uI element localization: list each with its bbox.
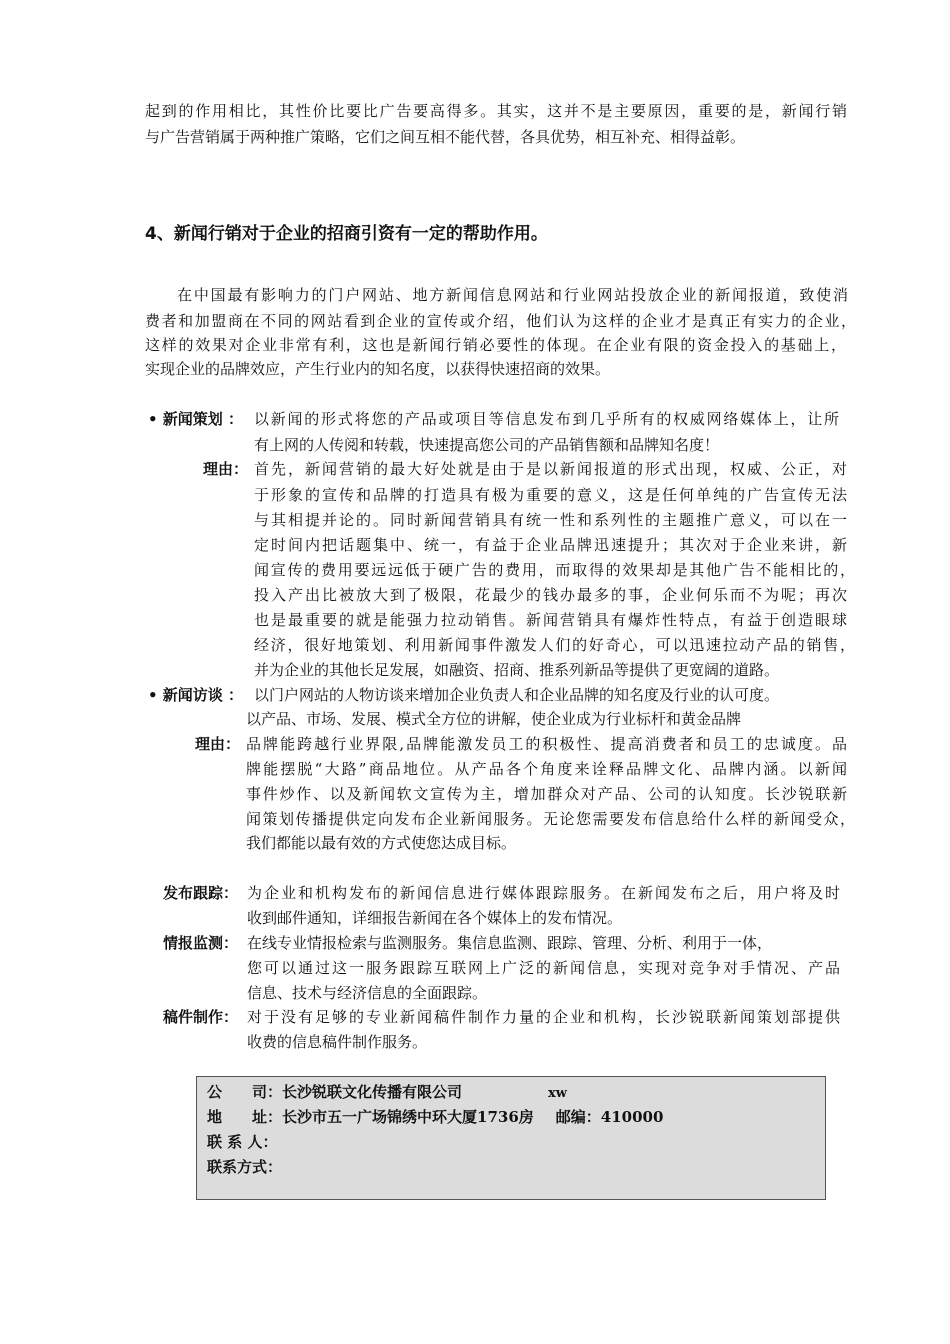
contact-method-row (207, 1157, 282, 1177)
interview-label: • 新闻访谈 ： (148, 686, 244, 704)
contact-person-row (207, 1132, 277, 1152)
monitoring-desc-line-1: 在线专业情报检索与监测服务。集信息监测、跟踪、管理、分析、利用于一体， (247, 934, 773, 952)
writing-desc-line-2: 收费的信息稿件制作服务。 (247, 1033, 428, 1051)
contact-company-note: xw (548, 1086, 567, 1101)
intro-line-1: 起到的作用相比，其性价比要比广告要高得多。其实，这并不是主要原因，重要的是，新闻行销 (145, 102, 847, 120)
section-para-line-1: 在中国最有影响力的门户网站、地方新闻信息网站和行业网站投放企业的新闻报道，致使消 (177, 286, 848, 304)
interview-reason-line-3: 事件炒作、以及新闻软文宣传为主，增加群众对产品、公司的认知度。长沙锐联新 (246, 785, 847, 803)
interview-reason-line-4: 闻策划传播提供定向发布企业新闻服务。无论您需要发布信息给什么样的新闻受众， (246, 810, 855, 828)
contact-address: 长沙市五一广场锦绣中环大厦1736房 (282, 1108, 534, 1126)
contact-method-label: 联系方式： (207, 1158, 283, 1176)
planning-reason-line-1: 首先，新闻营销的最大好处就是由于是以新闻报道的形式出现，权威、公正，对 (254, 460, 847, 478)
monitoring-label: 情报监测： (163, 934, 239, 952)
tracking-desc-line-2: 收到邮件通知，详细报告新闻在各个媒体上的发布情况。 (247, 909, 623, 927)
planning-reason-label: 理由： (203, 460, 249, 478)
section-para-line-3: 这样的效果对企业非常有利，这也是新闻行销必要性的体现。在企业有限的资金投入的基础上， (145, 336, 846, 354)
contact-address-label: 地 址： (207, 1108, 283, 1126)
planning-reason-line-6: 投入产出比被放大到了极限，花最少的钱办最多的事，企业何乐而不为呢；再次 (254, 586, 847, 604)
writing-label: 稿件制作： (163, 1008, 239, 1026)
interview-reason-line-5: 我们都能以最有效的方式使您达成目标。 (246, 834, 517, 852)
tracking-desc-line-1: 为企业和机构发布的新闻信息进行媒体跟踪服务。在新闻发布之后，用户将及时 (247, 884, 840, 902)
contact-postcode-label: 邮编： (555, 1108, 601, 1126)
planning-reason-line-3: 与其相提并论的。同时新闻营销具有统一性和系列性的主题推广意义，可以在一 (254, 511, 847, 529)
monitoring-desc-line-2: 您可以通过这一服务跟踪互联网上广泛的新闻信息，实现对竞争对手情况、产品 (247, 959, 840, 977)
interview-reason-line-1: 品牌能跨越行业界限,品牌能激发员工的积极性、提高消费者和员工的忠诚度。品 (246, 735, 847, 753)
intro-line-2: 与广告营销属于两种推广策略，它们之间互相不能代替，各具优势，相互补充、相得益彰。 (145, 128, 746, 146)
planning-reason-line-2: 于形象的宣传和品牌的打造具有极为重要的意义，这是任何单纯的广告宣传无法 (254, 486, 847, 504)
planning-label: • 新闻策划 ： (148, 410, 244, 428)
section-heading: 4、新闻行销对于企业的招商引资有一定的帮助作用。 (145, 224, 548, 244)
section-para-line-2: 费者和加盟商在不同的网站看到企业的宣传或介绍，他们认为这样的企业才是真正有实力的企业， (145, 312, 856, 330)
monitoring-desc-line-3: 信息、技术与经济信息的全面跟踪。 (247, 984, 488, 1002)
planning-reason-line-9: 并为企业的其他长足发展，如融资、招商、推系列新品等提供了更宽阔的道路。 (254, 661, 780, 679)
contact-postcode: 410000 (600, 1108, 664, 1126)
planning-desc-line-2: 有上网的人传阅和转载，快速提高您公司的产品销售额和品牌知名度！ (254, 436, 720, 454)
interview-desc-line-2: 以产品、市场、发展、模式全方位的讲解，使企业成为行业标杆和黄金品牌 (246, 710, 742, 728)
planning-reason-line-5: 闻宣传的费用要远远低于硬广告的费用，而取得的效果却是其他广告不能相比的， (254, 561, 855, 579)
planning-reason-line-4: 定时间内把话题集中、统一，有益于企业品牌迅速提升；其次对于企业来讲，新 (254, 536, 847, 554)
contact-person-label: 联 系 人： (207, 1133, 278, 1151)
contact-company-row (207, 1082, 567, 1104)
planning-reason-line-7: 也是最重要的就是能强力拉动销售。新闻营销具有爆炸性特点，有益于创造眼球 (254, 611, 847, 629)
interview-reason-line-2: 牌能摆脱“大路”商品地位。从产品各个角度来诠释品牌文化、品牌内涵。以新闻 (246, 760, 847, 778)
planning-reason-line-8: 经济，很好地策划、利用新闻事件激发人们的好奇心，可以迅速拉动产品的销售， (254, 636, 855, 654)
contact-company-label: 公 司： (207, 1083, 283, 1101)
section-para-line-4: 实现企业的品牌效应，产生行业内的知名度，以获得快速招商的效果。 (145, 360, 611, 378)
contact-company: 长沙锐联文化传播有限公司 (282, 1083, 463, 1101)
contact-box (196, 1076, 826, 1200)
interview-reason-label: 理由： (195, 735, 241, 753)
planning-desc-line-1: 以新闻的形式将您的产品或项目等信息发布到几乎所有的权威网络媒体上，让所 (254, 410, 839, 428)
interview-desc-line-1: 以门户网站的人物访谈来增加企业负责人和企业品牌的知名度及行业的认可度。 (254, 686, 780, 704)
tracking-label: 发布跟踪： (163, 884, 239, 902)
contact-address-row (207, 1107, 663, 1127)
writing-desc-line-1: 对于没有足够的专业新闻稿件制作力量的企业和机构，长沙锐联新闻策划部提供 (247, 1008, 840, 1026)
